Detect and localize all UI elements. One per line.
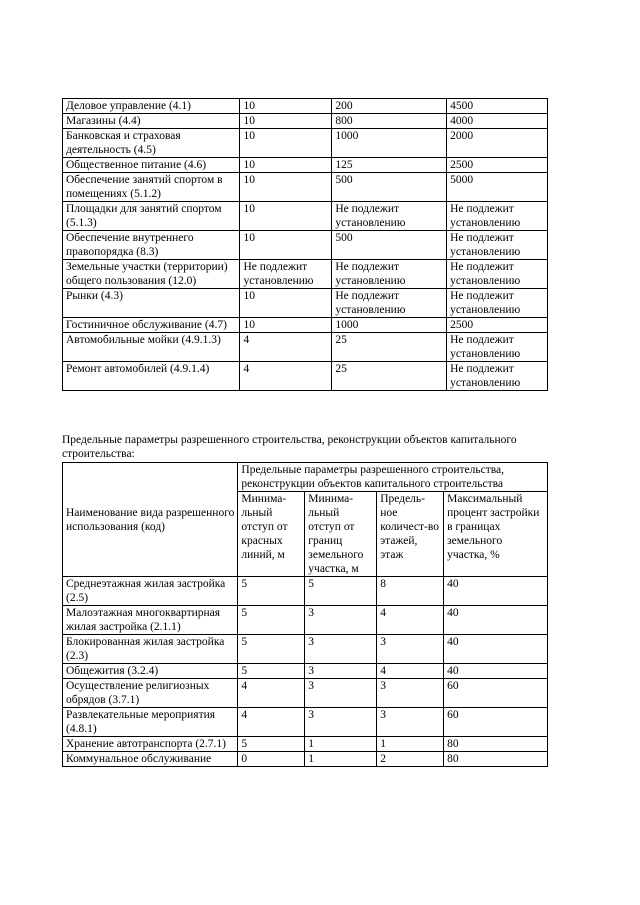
- table-cell: 500: [332, 231, 447, 260]
- table-cell: 5: [238, 737, 305, 752]
- table1-body: [63, 99, 548, 391]
- table-cell: 3: [305, 708, 377, 737]
- table-cell: 40: [444, 664, 548, 679]
- table-cell: Осуществление религиозных обрядов (3.7.1): [63, 679, 238, 708]
- table-cell: 5: [238, 606, 305, 635]
- table-cell: 4: [238, 679, 305, 708]
- table-cell: Не подлежит установлению: [332, 202, 447, 231]
- table-cell: 3: [305, 606, 377, 635]
- table-row: [63, 664, 548, 679]
- table-cell: 3: [377, 708, 444, 737]
- table-cell: Рынки (4.3): [63, 289, 240, 318]
- table-cell: 4000: [447, 114, 548, 129]
- header-group-cell: Предельные параметры разрешенного строительства, реконструкции объектов капитального строительства: [238, 463, 548, 492]
- table-cell: Не подлежит установлению: [332, 260, 447, 289]
- table-row: [63, 231, 548, 260]
- table-cell: 3: [377, 679, 444, 708]
- table-cell: 125: [332, 158, 447, 173]
- table-cell: Развлекательные мероприятия (4.8.1): [63, 708, 238, 737]
- table-cell: 1: [305, 752, 377, 767]
- table-cell: 4: [240, 333, 332, 362]
- table-cell: Не подлежит установлению: [447, 289, 548, 318]
- table-cell: 8: [377, 577, 444, 606]
- table2-header-row: [63, 463, 548, 492]
- table-cell: 10: [240, 158, 332, 173]
- table-cell: Не подлежит установлению: [332, 289, 447, 318]
- table-cell: 5: [238, 635, 305, 664]
- table-row: [63, 577, 548, 606]
- header-col-cell: Минима-льный отступ от красных линий, м: [238, 492, 305, 577]
- table-cell: 200: [332, 99, 447, 114]
- table-cell: Коммунальное обслуживание: [63, 752, 238, 767]
- header-col-cell: Минима-льный отступ от границ земельного участка, м: [305, 492, 377, 577]
- table-row: [63, 679, 548, 708]
- table-cell: 10: [240, 231, 332, 260]
- table-row: [63, 202, 548, 231]
- table-cell: 4: [240, 362, 332, 391]
- table-row: [63, 114, 548, 129]
- table-cell: Блокированная жилая застройка (2.3): [63, 635, 238, 664]
- table-cell: 2000: [447, 129, 548, 158]
- table-cell: 10: [240, 173, 332, 202]
- table-cell: Малоэтажная многоквартирная жилая застройка (2.1.1): [63, 606, 238, 635]
- table-cell: 1: [377, 737, 444, 752]
- table-cell: 1000: [332, 318, 447, 333]
- table-cell: 60: [444, 679, 548, 708]
- table2-body: [63, 577, 548, 767]
- table-row: [63, 606, 548, 635]
- table-cell: 2500: [447, 158, 548, 173]
- table-row: [63, 333, 548, 362]
- table-cell: 3: [305, 679, 377, 708]
- land-use-parameters-table: [62, 98, 548, 391]
- header-name-cell: Наименование вида разрешенного использования (код): [63, 463, 238, 577]
- table-row: [63, 318, 548, 333]
- table-cell: 40: [444, 606, 548, 635]
- table-row: [63, 129, 548, 158]
- table-cell: Не подлежит установлению: [447, 333, 548, 362]
- table-cell: Не подлежит установлению: [447, 202, 548, 231]
- table-cell: Не подлежит установлению: [447, 231, 548, 260]
- table-cell: Деловое управление (4.1): [63, 99, 240, 114]
- table-cell: 5: [305, 577, 377, 606]
- table-cell: 80: [444, 737, 548, 752]
- table-cell: Земельные участки (территории) общего пользования (12.0): [63, 260, 240, 289]
- table-cell: Среднеэтажная жилая застройка (2.5): [63, 577, 238, 606]
- table-cell: 10: [240, 202, 332, 231]
- table-row: [63, 99, 548, 114]
- table-cell: 10: [240, 99, 332, 114]
- table-cell: 25: [332, 333, 447, 362]
- table-cell: 10: [240, 289, 332, 318]
- table-row: [63, 362, 548, 391]
- table-cell: 3: [305, 664, 377, 679]
- table-cell: Магазины (4.4): [63, 114, 240, 129]
- table-cell: 5: [238, 577, 305, 606]
- table-cell: 4: [377, 606, 444, 635]
- table-cell: 500: [332, 173, 447, 202]
- table-cell: 1: [305, 737, 377, 752]
- table-cell: Обеспечение занятий спортом в помещениях (5.1.2): [63, 173, 240, 202]
- table-row: [63, 752, 548, 767]
- table-cell: 0: [238, 752, 305, 767]
- table-cell: 4500: [447, 99, 548, 114]
- table-cell: 3: [305, 635, 377, 664]
- table-cell: 10: [240, 318, 332, 333]
- table-row: [63, 158, 548, 173]
- table-cell: 4: [238, 708, 305, 737]
- table-cell: 1000: [332, 129, 447, 158]
- table-cell: 5000: [447, 173, 548, 202]
- header-col-cell: Предель-ное количест-во этажей, этаж: [377, 492, 444, 577]
- table-cell: Банковская и страховая деятельность (4.5): [63, 129, 240, 158]
- table-cell: Площадки для занятий спортом (5.1.3): [63, 202, 240, 231]
- table-cell: 10: [240, 129, 332, 158]
- section-caption: Предельные параметры разрешенного строительства, реконструкции объектов капитального строительства:: [62, 434, 517, 460]
- table-cell: 60: [444, 708, 548, 737]
- table-cell: Хранение автотранспорта (2.7.1): [63, 737, 238, 752]
- table-cell: Гостиничное обслуживание (4.7): [63, 318, 240, 333]
- table-cell: Не подлежит установлению: [447, 362, 548, 391]
- table-cell: Не подлежит установлению: [240, 260, 332, 289]
- table-cell: 3: [377, 635, 444, 664]
- table-cell: 25: [332, 362, 447, 391]
- table-cell: 4: [377, 664, 444, 679]
- table-cell: 40: [444, 635, 548, 664]
- table-row: [63, 173, 548, 202]
- table-cell: 5: [238, 664, 305, 679]
- table-cell: 40: [444, 577, 548, 606]
- table-cell: 2500: [447, 318, 548, 333]
- construction-parameters-table: [62, 462, 548, 767]
- table-cell: Не подлежит установлению: [447, 260, 548, 289]
- table-cell: 10: [240, 114, 332, 129]
- table-row: [63, 635, 548, 664]
- table-cell: Ремонт автомобилей (4.9.1.4): [63, 362, 240, 391]
- table-row: [63, 289, 548, 318]
- table-row: [63, 737, 548, 752]
- table-cell: 80: [444, 752, 548, 767]
- table-cell: 2: [377, 752, 444, 767]
- table-cell: Общежития (3.2.4): [63, 664, 238, 679]
- table-cell: Автомобильные мойки (4.9.1.3): [63, 333, 240, 362]
- table2-header: [63, 463, 548, 577]
- table-cell: 800: [332, 114, 447, 129]
- table-cell: Обеспечение внутреннего правопорядка (8.3): [63, 231, 240, 260]
- table-row: [63, 708, 548, 737]
- table-row: [63, 260, 548, 289]
- header-col-cell: Максимальный процент застройки в границах земельного участка, %: [444, 492, 548, 577]
- table-cell: Общественное питание (4.6): [63, 158, 240, 173]
